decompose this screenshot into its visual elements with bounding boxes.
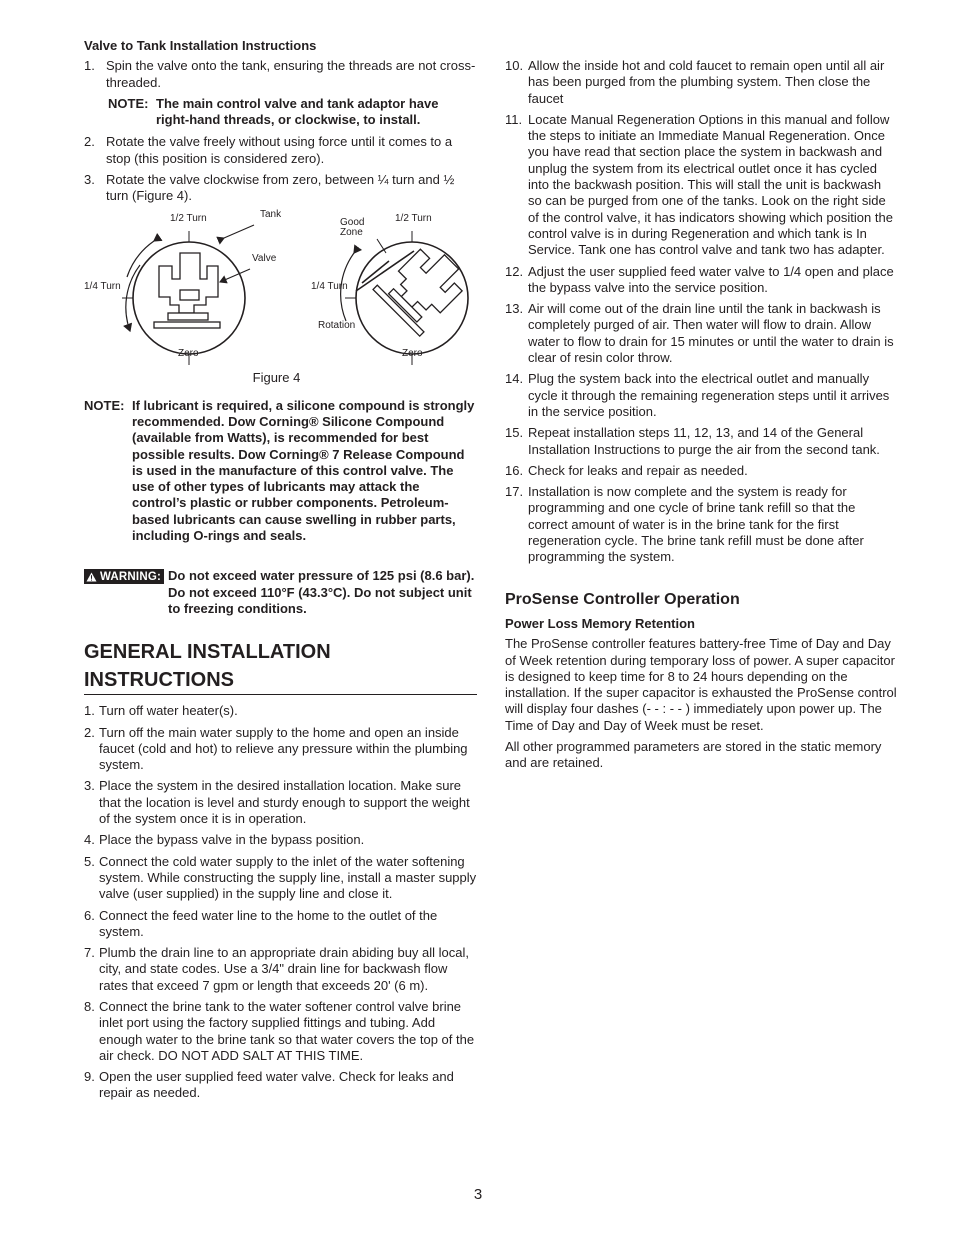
list-item: 3. Rotate the valve clockwise from zero, between ¼ turn and ½ turn (Figure 4). bbox=[84, 172, 455, 204]
list-item: 12. Adjust the user supplied feed water valve to 1/4 open and place the bypass valve into the service position. bbox=[505, 263, 894, 295]
list-item: 5. Connect the cold water supply to the inlet of the water softening system. While constructing the supply line, install a master supply valve (user supplied) in the supply line and close it. bbox=[84, 853, 477, 902]
label-tank: Tank bbox=[260, 208, 282, 220]
figure-4-diagram bbox=[84, 208, 477, 398]
general-steps-list bbox=[84, 703, 477, 1102]
left-column bbox=[84, 38, 477, 1107]
label-quarter-turn-left: 1/4 Turn bbox=[84, 280, 121, 292]
list-item: 1. Spin the valve onto the tank, ensuring the threads are not cross-threaded. bbox=[84, 58, 476, 90]
label-zero-right: Zero bbox=[402, 347, 423, 359]
general-steps-list-continued bbox=[505, 58, 898, 566]
list-item: 1. Turn off water heater(s). bbox=[84, 703, 238, 719]
pressure-warning: WARNING: Do not exceed water pressure of 125 psi (8.6 bar). Do not exceed 110°F (43.3°C). Do not subject unit to freezing conditions. bbox=[84, 568, 477, 617]
list-item: 11. Locate Manual Regeneration Options in this manual and follow the steps to initiate an Immediate Manual Regeneration. Once you have read that section place the system in backwash and unplug the system from its electrical outlet once it has cycled into the backwash position. This will stall the unit is backwash so can be purged from one of the tanks. Look on the right side of the control valve, it has indicators showing which position the control valve is in during Regeneration and which tank is In Service. Tank one has control valve and tank two has adapter. bbox=[505, 111, 893, 258]
memory-retention-paragraph: The ProSense controller features battery-free Time of Day and Day of Week retention during temporary loss of power. A super capacitor is designed to keep time for 8 to 24 hours depending on the installation. If the super capacitor is exhausted the ProSense control will display four dashes (- - : - - ) immediately upon power up. The Time of Day and Day of Week must be reset. bbox=[505, 636, 897, 733]
list-item: 9. Open the user supplied feed water valve. Check for leaks and repair as needed. bbox=[84, 1069, 454, 1101]
label-half-turn-right: 1/2 Turn bbox=[395, 212, 432, 224]
memory-retention-heading: Power Loss Memory Retention bbox=[505, 615, 695, 631]
label-valve: Valve bbox=[252, 252, 277, 264]
list-item: 7. Plumb the drain line to an appropriate drain abiding buy all local, city, and state codes. Use a 3/4" drain line for backwash flow rates that exceed 7 gpm or length that exceeds 20' (6 m). bbox=[84, 945, 470, 993]
lubricant-note: NOTE: If lubricant is required, a silicone compound is strongly recommended. Dow Corning® Silicone Compound (available from Watts), is recommended for best possible results. Dow Corning® 7 Release Compound is used in the manufacture of this control valve. The use of other types of lubricants may attack the control’s plastic or rubber components. Petroleum-based lubricants can cause swelling in rubber parts, including O-rings and seals. bbox=[84, 397, 475, 544]
warning-triangle-icon bbox=[86, 572, 97, 582]
label-quarter-turn-right: 1/4 Turn bbox=[311, 280, 348, 292]
thread-direction-note: NOTE: The main control valve and tank adaptor have right-hand threads, or clockwise, to install. bbox=[108, 95, 439, 128]
label-zero-left: Zero bbox=[178, 347, 199, 359]
valve-body-left bbox=[154, 253, 220, 328]
label-good: Good bbox=[340, 216, 365, 228]
label-zone: Zone bbox=[340, 226, 363, 238]
valve-steps-list-continued bbox=[84, 134, 477, 204]
list-item: 3. Place the system in the desired installation location. Make sure that the location is level and sturdy enough to support the weight of the system once it is in operation. bbox=[84, 778, 470, 827]
list-item: 10. Allow the inside hot and cold faucet to remain open until all air has been purged from the plumbing system. Then close the faucet bbox=[505, 58, 885, 106]
valve-installation-heading: Valve to Tank Installation Instructions bbox=[84, 38, 317, 53]
label-rotation: Rotation bbox=[318, 319, 356, 331]
valve-steps-list bbox=[84, 58, 477, 91]
list-item: 14. Plug the system back into the electrical outlet and manually cycle it through the remaining regeneration steps until it arrives in the service position. bbox=[505, 371, 890, 419]
list-item: 4. Place the bypass valve in the bypass position. bbox=[84, 832, 365, 848]
list-item: 17. Installation is now complete and the system is ready for programming and one cycle of brine tank refill so that the correct amount of water is in the brine tank for the first regeneration cycle. The brine tank refill must be done after programming the system. bbox=[505, 484, 864, 565]
label-half-turn-left: 1/2 Turn bbox=[170, 212, 207, 224]
list-item: 13. Air will come out of the drain line until the tank in backwash is completely purged of air. Then water will flow to drain. Allow water to flow to drain for 15 minutes or until the water to drain is clear of resin color throw. bbox=[505, 301, 894, 366]
figure-caption: Figure 4 bbox=[252, 369, 301, 385]
general-installation-heading: GENERAL INSTALLATION INSTRUCTIONS bbox=[84, 638, 477, 695]
list-item: 8. Connect the brine tank to the water softener control valve brine inlet port using the factory supplied fittings and tubing. Add enough water to the brine tank so that water covers the top of the air check. DO NOT ADD SALT AT THIS TIME. bbox=[84, 998, 475, 1063]
warning-badge: WARNING: bbox=[84, 569, 164, 584]
page-number: 3 bbox=[473, 1186, 483, 1203]
list-item: 16. Check for leaks and repair as needed. bbox=[505, 462, 748, 478]
list-item: 2. Turn off the main water supply to the home and open an inside faucet (cold and hot) to relieve any pressure within the plumbing system. bbox=[84, 724, 468, 773]
right-column bbox=[505, 58, 898, 777]
static-memory-paragraph: All other programmed parameters are stored in the static memory and are retained. bbox=[505, 738, 882, 771]
list-item: 2. Rotate the valve freely without using force until it comes to a stop (this position is considered zero). bbox=[84, 134, 453, 166]
list-item: 15. Repeat installation steps 11, 12, 13, and 14 of the General Installation Instructions to purge the air from the second tank. bbox=[505, 425, 880, 457]
list-item: 6. Connect the feed water line to the home to the outlet of the system. bbox=[84, 907, 438, 939]
prosense-heading: ProSense Controller Operation bbox=[505, 590, 740, 608]
valve-body-right bbox=[373, 236, 473, 336]
